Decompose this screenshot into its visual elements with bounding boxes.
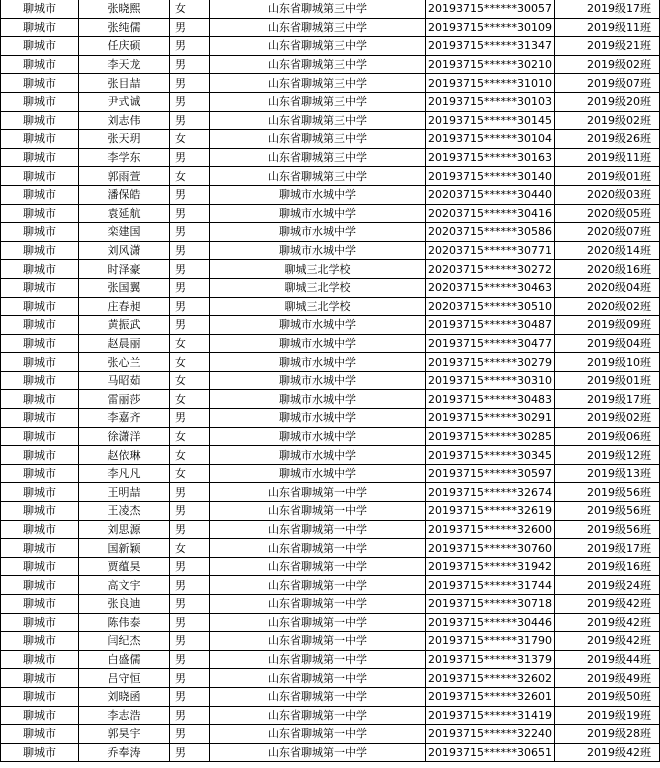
school-cell[interactable]: 山东省聊城第一中学 xyxy=(210,743,426,762)
class-cell[interactable]: 2020级14班 xyxy=(555,241,660,260)
class-cell[interactable]: 2019级20班 xyxy=(555,92,660,111)
class-cell[interactable]: 2019级42班 xyxy=(555,743,660,762)
name-cell[interactable]: 刘思源 xyxy=(79,520,170,539)
school-cell[interactable]: 聊城市水城中学 xyxy=(210,409,426,428)
name-cell[interactable]: 乔奉涛 xyxy=(79,743,170,762)
gender-cell[interactable]: 男 xyxy=(170,316,210,335)
name-cell[interactable]: 徐潇洋 xyxy=(79,427,170,446)
exam-id-cell[interactable]: 20193715******30109 xyxy=(426,18,555,37)
name-cell[interactable]: 黄振武 xyxy=(79,316,170,335)
class-cell[interactable]: 2020级16班 xyxy=(555,260,660,279)
exam-id-cell[interactable]: 20193715******31744 xyxy=(426,576,555,595)
exam-id-cell[interactable]: 20193715******30291 xyxy=(426,409,555,428)
school-cell[interactable]: 聊城市水城中学 xyxy=(210,464,426,483)
exam-id-cell[interactable]: 20193715******30310 xyxy=(426,371,555,390)
gender-cell[interactable]: 男 xyxy=(170,595,210,614)
exam-id-cell[interactable]: 20193715******32600 xyxy=(426,520,555,539)
table-row xyxy=(1,297,660,316)
gender-cell[interactable]: 男 xyxy=(170,520,210,539)
exam-id-cell[interactable]: 20203715******30416 xyxy=(426,204,555,223)
exam-id-cell[interactable]: 20193715******32601 xyxy=(426,687,555,706)
city-cell[interactable]: 聊城市 xyxy=(1,390,79,409)
name-cell[interactable]: 刘志伟 xyxy=(79,111,170,130)
class-cell[interactable]: 2019级19班 xyxy=(555,706,660,725)
table-row xyxy=(1,539,660,558)
class-cell[interactable]: 2019级28班 xyxy=(555,725,660,744)
table-row xyxy=(1,148,660,167)
gender-cell[interactable]: 男 xyxy=(170,185,210,204)
city-cell[interactable]: 聊城市 xyxy=(1,427,79,446)
exam-id-cell[interactable]: 20193715******30104 xyxy=(426,130,555,149)
city-cell[interactable]: 聊城市 xyxy=(1,18,79,37)
city-cell[interactable]: 聊城市 xyxy=(1,446,79,465)
class-cell[interactable]: 2019级17班 xyxy=(555,390,660,409)
table-row xyxy=(1,241,660,260)
table-row xyxy=(1,409,660,428)
exam-id-cell[interactable]: 20193715******30487 xyxy=(426,316,555,335)
class-cell[interactable]: 2020级02班 xyxy=(555,297,660,316)
gender-cell[interactable]: 男 xyxy=(170,725,210,744)
gender-cell[interactable]: 男 xyxy=(170,669,210,688)
exam-id-cell[interactable]: 20193715******30057 xyxy=(426,0,555,18)
table-row xyxy=(1,632,660,651)
city-cell[interactable]: 聊城市 xyxy=(1,111,79,130)
gender-cell[interactable]: 男 xyxy=(170,278,210,297)
exam-id-cell[interactable]: 20203715******30771 xyxy=(426,241,555,260)
school-cell[interactable]: 山东省聊城第一中学 xyxy=(210,502,426,521)
exam-id-cell[interactable]: 20193715******30345 xyxy=(426,446,555,465)
school-cell[interactable]: 聊城市水城中学 xyxy=(210,353,426,372)
name-cell[interactable]: 白盛儒 xyxy=(79,650,170,669)
gender-cell[interactable]: 男 xyxy=(170,18,210,37)
exam-id-cell[interactable]: 20193715******31790 xyxy=(426,632,555,651)
name-cell[interactable]: 王凌杰 xyxy=(79,502,170,521)
school-cell[interactable]: 山东省聊城第一中学 xyxy=(210,539,426,558)
exam-id-cell[interactable]: 20193715******30279 xyxy=(426,353,555,372)
city-cell[interactable]: 聊城市 xyxy=(1,278,79,297)
table-row xyxy=(1,260,660,279)
class-cell[interactable]: 2019级04班 xyxy=(555,334,660,353)
exam-id-cell[interactable]: 20193715******30140 xyxy=(426,167,555,186)
school-cell[interactable]: 山东省聊城第一中学 xyxy=(210,650,426,669)
school-cell[interactable]: 山东省聊城第一中学 xyxy=(210,669,426,688)
gender-cell[interactable]: 男 xyxy=(170,223,210,242)
class-cell[interactable]: 2019级10班 xyxy=(555,353,660,372)
school-cell[interactable]: 山东省聊城第一中学 xyxy=(210,576,426,595)
exam-id-cell[interactable]: 20193715******32674 xyxy=(426,483,555,502)
school-cell[interactable]: 山东省聊城第一中学 xyxy=(210,687,426,706)
table-row xyxy=(1,130,660,149)
name-cell[interactable]: 李天龙 xyxy=(79,55,170,74)
city-cell[interactable]: 聊城市 xyxy=(1,260,79,279)
city-cell[interactable]: 聊城市 xyxy=(1,297,79,316)
gender-cell[interactable]: 男 xyxy=(170,148,210,167)
table-row xyxy=(1,390,660,409)
school-cell[interactable]: 山东省聊城第一中学 xyxy=(210,706,426,725)
class-cell[interactable]: 2019级09班 xyxy=(555,316,660,335)
name-cell[interactable]: 张晓熙 xyxy=(79,0,170,18)
table-row xyxy=(1,185,660,204)
city-cell[interactable]: 聊城市 xyxy=(1,464,79,483)
city-cell[interactable]: 聊城市 xyxy=(1,409,79,428)
city-cell[interactable]: 聊城市 xyxy=(1,520,79,539)
table-row xyxy=(1,576,660,595)
table-row xyxy=(1,483,660,502)
city-cell[interactable]: 聊城市 xyxy=(1,502,79,521)
exam-id-cell[interactable]: 20193715******31379 xyxy=(426,650,555,669)
table-row xyxy=(1,92,660,111)
gender-cell[interactable]: 男 xyxy=(170,557,210,576)
class-cell[interactable]: 2019级56班 xyxy=(555,502,660,521)
class-cell[interactable]: 2019级17班 xyxy=(555,539,660,558)
exam-id-cell[interactable]: 20193715******30597 xyxy=(426,464,555,483)
school-cell[interactable]: 山东省聊城第一中学 xyxy=(210,520,426,539)
class-cell[interactable]: 2019级02班 xyxy=(555,409,660,428)
class-cell[interactable]: 2019级01班 xyxy=(555,167,660,186)
exam-id-cell[interactable]: 20203715******30586 xyxy=(426,223,555,242)
city-cell[interactable]: 聊城市 xyxy=(1,595,79,614)
class-cell[interactable]: 2019级42班 xyxy=(555,632,660,651)
city-cell[interactable]: 聊城市 xyxy=(1,223,79,242)
name-cell[interactable]: 任庆硕 xyxy=(79,37,170,56)
exam-id-cell[interactable]: 20193715******31419 xyxy=(426,706,555,725)
gender-cell[interactable]: 男 xyxy=(170,687,210,706)
gender-cell[interactable]: 男 xyxy=(170,111,210,130)
name-cell[interactable]: 张纯儒 xyxy=(79,18,170,37)
class-cell[interactable]: 2019级56班 xyxy=(555,483,660,502)
class-cell[interactable]: 2019级50班 xyxy=(555,687,660,706)
table-row xyxy=(1,111,660,130)
city-cell[interactable]: 聊城市 xyxy=(1,241,79,260)
gender-cell[interactable]: 女 xyxy=(170,371,210,390)
school-cell[interactable]: 山东省聊城第三中学 xyxy=(210,92,426,111)
gender-cell[interactable]: 男 xyxy=(170,297,210,316)
school-cell[interactable]: 山东省聊城第一中学 xyxy=(210,595,426,614)
class-cell[interactable]: 2019级02班 xyxy=(555,55,660,74)
name-cell[interactable]: 国新颖 xyxy=(79,539,170,558)
table-row xyxy=(1,371,660,390)
city-cell[interactable]: 聊城市 xyxy=(1,371,79,390)
class-cell[interactable]: 2019级49班 xyxy=(555,669,660,688)
class-cell[interactable]: 2019级56班 xyxy=(555,520,660,539)
gender-cell[interactable]: 女 xyxy=(170,427,210,446)
table-row xyxy=(1,464,660,483)
school-cell[interactable]: 聊城市水城中学 xyxy=(210,241,426,260)
table-row xyxy=(1,687,660,706)
exam-id-cell[interactable]: 20203715******30440 xyxy=(426,185,555,204)
city-cell[interactable]: 聊城市 xyxy=(1,576,79,595)
table-row xyxy=(1,520,660,539)
school-cell[interactable]: 山东省聊城第一中学 xyxy=(210,557,426,576)
name-cell[interactable]: 郭昊宇 xyxy=(79,725,170,744)
class-cell[interactable]: 2020级07班 xyxy=(555,223,660,242)
name-cell[interactable]: 庄春昶 xyxy=(79,297,170,316)
exam-id-cell[interactable]: 20193715******30446 xyxy=(426,613,555,632)
exam-id-cell[interactable]: 20193715******30145 xyxy=(426,111,555,130)
class-cell[interactable]: 2019级12班 xyxy=(555,446,660,465)
exam-id-cell[interactable]: 20193715******30760 xyxy=(426,539,555,558)
city-cell[interactable]: 聊城市 xyxy=(1,0,79,18)
exam-id-cell[interactable]: 20193715******30163 xyxy=(426,148,555,167)
school-cell[interactable]: 山东省聊城第三中学 xyxy=(210,55,426,74)
city-cell[interactable]: 聊城市 xyxy=(1,706,79,725)
name-cell[interactable]: 李志浩 xyxy=(79,706,170,725)
exam-id-cell[interactable]: 20203715******30510 xyxy=(426,297,555,316)
class-cell[interactable]: 2019级07班 xyxy=(555,74,660,93)
gender-cell[interactable]: 女 xyxy=(170,167,210,186)
table-row xyxy=(1,557,660,576)
table-row xyxy=(1,167,660,186)
class-cell[interactable]: 2019级11班 xyxy=(555,148,660,167)
exam-id-cell[interactable]: 20193715******30718 xyxy=(426,595,555,614)
exam-id-cell[interactable]: 20193715******31010 xyxy=(426,74,555,93)
class-cell[interactable]: 2019级02班 xyxy=(555,111,660,130)
city-cell[interactable]: 聊城市 xyxy=(1,539,79,558)
gender-cell[interactable]: 男 xyxy=(170,576,210,595)
school-cell[interactable]: 山东省聊城第一中学 xyxy=(210,613,426,632)
class-cell[interactable]: 2019级24班 xyxy=(555,576,660,595)
city-cell[interactable]: 聊城市 xyxy=(1,185,79,204)
table-row xyxy=(1,706,660,725)
name-cell[interactable]: 栾建国 xyxy=(79,223,170,242)
school-cell[interactable]: 山东省聊城第一中学 xyxy=(210,483,426,502)
table-row xyxy=(1,18,660,37)
gender-cell[interactable]: 男 xyxy=(170,55,210,74)
exam-id-cell[interactable]: 20193715******30210 xyxy=(426,55,555,74)
city-cell[interactable]: 聊城市 xyxy=(1,687,79,706)
city-cell[interactable]: 聊城市 xyxy=(1,92,79,111)
name-cell[interactable]: 李凡凡 xyxy=(79,464,170,483)
gender-cell[interactable]: 男 xyxy=(170,92,210,111)
table-row xyxy=(1,725,660,744)
school-cell[interactable]: 聊城三北学校 xyxy=(210,260,426,279)
exam-id-cell[interactable]: 20203715******30272 xyxy=(426,260,555,279)
name-cell[interactable]: 雷丽莎 xyxy=(79,390,170,409)
school-cell[interactable]: 山东省聊城第三中学 xyxy=(210,111,426,130)
city-cell[interactable]: 聊城市 xyxy=(1,353,79,372)
name-cell[interactable]: 李嘉齐 xyxy=(79,409,170,428)
gender-cell[interactable]: 男 xyxy=(170,483,210,502)
class-cell[interactable]: 2019级13班 xyxy=(555,464,660,483)
name-cell[interactable]: 高文宇 xyxy=(79,576,170,595)
exam-id-cell[interactable]: 20193715******32602 xyxy=(426,669,555,688)
exam-id-cell[interactable]: 20193715******31942 xyxy=(426,557,555,576)
gender-cell[interactable]: 男 xyxy=(170,409,210,428)
gender-cell[interactable]: 男 xyxy=(170,502,210,521)
gender-cell[interactable]: 女 xyxy=(170,539,210,558)
gender-cell[interactable]: 女 xyxy=(170,334,210,353)
name-cell[interactable]: 尹式诚 xyxy=(79,92,170,111)
class-cell[interactable]: 2019级17班 xyxy=(555,0,660,18)
gender-cell[interactable]: 男 xyxy=(170,260,210,279)
school-cell[interactable]: 山东省聊城第三中学 xyxy=(210,0,426,18)
table-row xyxy=(1,743,660,762)
name-cell[interactable]: 王明喆 xyxy=(79,483,170,502)
school-cell[interactable]: 聊城三北学校 xyxy=(210,297,426,316)
table-row xyxy=(1,650,660,669)
gender-cell[interactable]: 女 xyxy=(170,130,210,149)
table-body xyxy=(1,0,660,762)
name-cell[interactable]: 张目喆 xyxy=(79,74,170,93)
name-cell[interactable]: 张良迪 xyxy=(79,595,170,614)
exam-id-cell[interactable]: 20193715******30285 xyxy=(426,427,555,446)
class-cell[interactable]: 2019级11班 xyxy=(555,18,660,37)
school-cell[interactable]: 聊城市水城中学 xyxy=(210,390,426,409)
school-cell[interactable]: 聊城市水城中学 xyxy=(210,185,426,204)
city-cell[interactable]: 聊城市 xyxy=(1,632,79,651)
table-row xyxy=(1,316,660,335)
name-cell[interactable]: 郭雨萱 xyxy=(79,167,170,186)
table-row xyxy=(1,613,660,632)
gender-cell[interactable]: 男 xyxy=(170,613,210,632)
school-cell[interactable]: 聊城市水城中学 xyxy=(210,427,426,446)
table-row xyxy=(1,204,660,223)
city-cell[interactable]: 聊城市 xyxy=(1,483,79,502)
table-row xyxy=(1,37,660,56)
table-row xyxy=(1,595,660,614)
name-cell[interactable]: 刘风潇 xyxy=(79,241,170,260)
city-cell[interactable]: 聊城市 xyxy=(1,148,79,167)
table-row xyxy=(1,446,660,465)
class-cell[interactable]: 2019级44班 xyxy=(555,650,660,669)
city-cell[interactable]: 聊城市 xyxy=(1,204,79,223)
city-cell[interactable]: 聊城市 xyxy=(1,613,79,632)
class-cell[interactable]: 2019级06班 xyxy=(555,427,660,446)
table-row xyxy=(1,334,660,353)
table-row xyxy=(1,223,660,242)
table-row xyxy=(1,669,660,688)
city-cell[interactable]: 聊城市 xyxy=(1,650,79,669)
name-cell[interactable]: 潘保皓 xyxy=(79,185,170,204)
city-cell[interactable]: 聊城市 xyxy=(1,316,79,335)
gender-cell[interactable]: 女 xyxy=(170,390,210,409)
city-cell[interactable]: 聊城市 xyxy=(1,55,79,74)
name-cell[interactable]: 张国翼 xyxy=(79,278,170,297)
gender-cell[interactable]: 女 xyxy=(170,446,210,465)
exam-id-cell[interactable]: 20193715******30651 xyxy=(426,743,555,762)
school-cell[interactable]: 山东省聊城第一中学 xyxy=(210,725,426,744)
school-cell[interactable]: 聊城市水城中学 xyxy=(210,371,426,390)
school-cell[interactable]: 聊城市水城中学 xyxy=(210,334,426,353)
gender-cell[interactable]: 男 xyxy=(170,74,210,93)
exam-id-cell[interactable]: 20203715******30463 xyxy=(426,278,555,297)
school-cell[interactable]: 山东省聊城第三中学 xyxy=(210,130,426,149)
table-row xyxy=(1,74,660,93)
name-cell[interactable]: 赵晨丽 xyxy=(79,334,170,353)
city-cell[interactable]: 聊城市 xyxy=(1,557,79,576)
exam-id-cell[interactable]: 20193715******31347 xyxy=(426,37,555,56)
gender-cell[interactable]: 男 xyxy=(170,37,210,56)
school-cell[interactable]: 聊城市水城中学 xyxy=(210,204,426,223)
table-row xyxy=(1,502,660,521)
name-cell[interactable]: 刘晓函 xyxy=(79,687,170,706)
city-cell[interactable]: 聊城市 xyxy=(1,167,79,186)
gender-cell[interactable]: 女 xyxy=(170,464,210,483)
name-cell[interactable]: 时泽豪 xyxy=(79,260,170,279)
city-cell[interactable]: 聊城市 xyxy=(1,743,79,762)
school-cell[interactable]: 聊城市水城中学 xyxy=(210,446,426,465)
class-cell[interactable]: 2019级01班 xyxy=(555,371,660,390)
school-cell[interactable]: 山东省聊城第三中学 xyxy=(210,37,426,56)
name-cell[interactable]: 张心兰 xyxy=(79,353,170,372)
gender-cell[interactable]: 男 xyxy=(170,241,210,260)
city-cell[interactable]: 聊城市 xyxy=(1,130,79,149)
school-cell[interactable]: 聊城市水城中学 xyxy=(210,223,426,242)
name-cell[interactable]: 吕守恒 xyxy=(79,669,170,688)
city-cell[interactable]: 聊城市 xyxy=(1,725,79,744)
class-cell[interactable]: 2019级16班 xyxy=(555,557,660,576)
name-cell[interactable]: 贾蕴昊 xyxy=(79,557,170,576)
city-cell[interactable]: 聊城市 xyxy=(1,37,79,56)
school-cell[interactable]: 聊城三北学校 xyxy=(210,278,426,297)
name-cell[interactable]: 张天玥 xyxy=(79,130,170,149)
name-cell[interactable]: 陈伟泰 xyxy=(79,613,170,632)
class-cell[interactable]: 2019级42班 xyxy=(555,613,660,632)
exam-id-cell[interactable]: 20193715******32240 xyxy=(426,725,555,744)
class-cell[interactable]: 2019级21班 xyxy=(555,37,660,56)
city-cell[interactable]: 聊城市 xyxy=(1,669,79,688)
gender-cell[interactable]: 男 xyxy=(170,632,210,651)
class-cell[interactable]: 2020级05班 xyxy=(555,204,660,223)
gender-cell[interactable]: 男 xyxy=(170,204,210,223)
gender-cell[interactable]: 男 xyxy=(170,706,210,725)
table-row xyxy=(1,427,660,446)
school-cell[interactable]: 山东省聊城第一中学 xyxy=(210,632,426,651)
name-cell[interactable]: 李学东 xyxy=(79,148,170,167)
gender-cell[interactable]: 男 xyxy=(170,650,210,669)
table-row xyxy=(1,278,660,297)
school-cell[interactable]: 山东省聊城第三中学 xyxy=(210,167,426,186)
school-cell[interactable]: 山东省聊城第三中学 xyxy=(210,18,426,37)
class-cell[interactable]: 2020级03班 xyxy=(555,185,660,204)
school-cell[interactable]: 山东省聊城第三中学 xyxy=(210,74,426,93)
class-cell[interactable]: 2019级26班 xyxy=(555,130,660,149)
city-cell[interactable]: 聊城市 xyxy=(1,74,79,93)
gender-cell[interactable]: 女 xyxy=(170,0,210,18)
name-cell[interactable]: 马昭茹 xyxy=(79,371,170,390)
table-row xyxy=(1,353,660,372)
gender-cell[interactable]: 男 xyxy=(170,743,210,762)
name-cell[interactable]: 赵依琳 xyxy=(79,446,170,465)
table-row xyxy=(1,55,660,74)
table-row xyxy=(1,0,660,18)
exam-id-cell[interactable]: 20193715******30483 xyxy=(426,390,555,409)
city-cell[interactable]: 聊城市 xyxy=(1,334,79,353)
class-cell[interactable]: 2020级04班 xyxy=(555,278,660,297)
class-cell[interactable]: 2019级42班 xyxy=(555,595,660,614)
school-cell[interactable]: 聊城市水城中学 xyxy=(210,316,426,335)
exam-id-cell[interactable]: 20193715******30477 xyxy=(426,334,555,353)
name-cell[interactable]: 闫纪杰 xyxy=(79,632,170,651)
school-cell[interactable]: 山东省聊城第三中学 xyxy=(210,148,426,167)
name-cell[interactable]: 袁延航 xyxy=(79,204,170,223)
exam-id-cell[interactable]: 20193715******30103 xyxy=(426,92,555,111)
exam-id-cell[interactable]: 20193715******32619 xyxy=(426,502,555,521)
gender-cell[interactable]: 女 xyxy=(170,353,210,372)
